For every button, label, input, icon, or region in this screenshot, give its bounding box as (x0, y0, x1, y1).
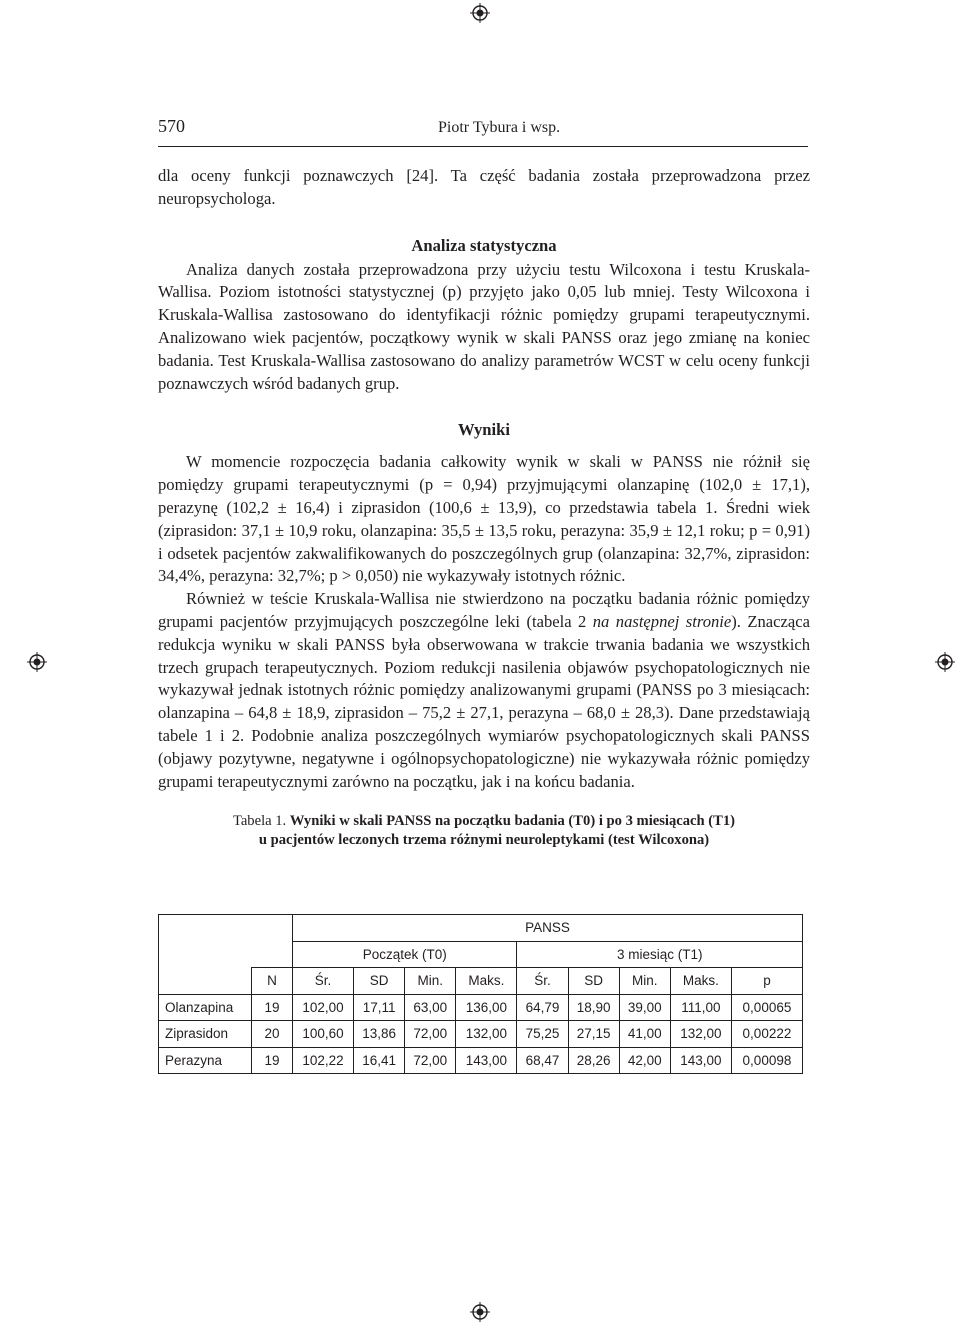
registration-mark-icon (470, 1302, 490, 1322)
period-t1-header: 3 miesiąc (T1) (517, 941, 803, 968)
column-header: p (731, 968, 802, 995)
column-header: Śr. (293, 968, 354, 995)
table-cell: 19 (252, 1047, 293, 1074)
column-header: Min. (405, 968, 456, 995)
table-cell: 18,90 (568, 994, 619, 1021)
table-cell: 132,00 (670, 1021, 731, 1048)
period-t0-header: Początek (T0) (293, 941, 517, 968)
table-row (159, 994, 803, 1021)
table-cell: 72,00 (405, 1047, 456, 1074)
table-cell: 17,11 (354, 994, 405, 1021)
table-cell: 41,00 (619, 1021, 670, 1048)
section-heading-statistics: Analiza statystyczna (411, 235, 557, 255)
table-cell: 132,00 (456, 1021, 517, 1048)
table-cell: 72,00 (405, 1021, 456, 1048)
table-cell: 28,26 (568, 1047, 619, 1074)
paragraph-statistics: Analiza danych została przeprowadzona przy użyciu testu Wilcoxona i testu Kruskala-Wallisa. Poziom istotności statystycznej (p) przyjęto jako 0,05 lub mniej. Testy Wilcoxona i Kruskala-Wallisa zastosowano do identyfikacji różnic pomiędzy grupami terapeutycznymi. Analizowano wiek pacjentów, początkowy wynik w skali PANSS oraz jego zmianę na koniec badania. Test Kruskala-Wallisa zastosowano do analizy parametrów WCST w celu oceny funkcji poznawczych wśród badanych grup. (158, 259, 810, 393)
page-number: 570 (158, 116, 185, 136)
table-cell: 42,00 (619, 1047, 670, 1074)
table-cell: 68,47 (517, 1047, 568, 1074)
table-cell: 102,22 (293, 1047, 354, 1074)
paragraph-results-1: W momencie rozpoczęcia badania całkowity wynik w skali w PANSS nie różnił się pomiędzy grupami terapeutycznymi (p = 0,94) przyjmującymi olanzapinę (102,0 ± 17,1), perazynę (102,2 ± 16,4) i ziprasidon (100,6 ± 13,9), co przedstawia tabela 1. Średni wiek (ziprasidon: 37,1 ± 10,9 roku, olanzapina: 35,5 ± 13,5 roku, perazyna: 35,9 ± 12,1 roku; p = 0,91) i odsetek pacjentów zakwalifikowanych do poszczególnych grup (olanzapina: 32,7%, ziprasidon: 34,4%, perazyna: 32,7%; p > 0,050) nie wykazywały istotnych różnic. (158, 452, 810, 586)
table-cell: 64,79 (517, 994, 568, 1021)
table-caption: Tabela 1. Wyniki w skali PANSS na początku badania (T0) i po 3 miesiącach (T1) u pacjentów leczonych trzema różnymi neuroleptykami (test Wilcoxona) (232, 813, 736, 849)
table-cell: 16,41 (354, 1047, 405, 1074)
table-cell: 20 (252, 1021, 293, 1048)
paragraph-intro: dla oceny funkcji poznawczych [24]. Ta część badania została przeprowadzona przez neuropsychologa. (158, 166, 810, 208)
row-label: Perazyna (159, 1047, 252, 1074)
article-body (158, 165, 810, 850)
table-cell: 0,00222 (731, 1021, 802, 1048)
table-header-row (159, 915, 803, 942)
registration-mark-icon (470, 3, 490, 23)
table-cell: 63,00 (405, 994, 456, 1021)
table-cell: 136,00 (456, 994, 517, 1021)
table-row (159, 1021, 803, 1048)
table-cell: 13,86 (354, 1021, 405, 1048)
column-header: Śr. (517, 968, 568, 995)
table-cell: 102,00 (293, 994, 354, 1021)
row-label: Ziprasidon (159, 1021, 252, 1048)
table-cell: 19 (252, 994, 293, 1021)
registration-mark-icon (935, 652, 955, 672)
column-header: Min. (619, 968, 670, 995)
column-header: Maks. (670, 968, 731, 995)
running-title: Piotr Tybura i wsp. (438, 119, 561, 136)
group-header: PANSS (293, 915, 803, 942)
table-header-row (159, 941, 803, 968)
table-cell: 27,15 (568, 1021, 619, 1048)
table-row (159, 1047, 803, 1074)
section-heading-results: Wyniki (458, 420, 510, 440)
table-cell: 0,00098 (731, 1047, 802, 1074)
column-header: Maks. (456, 968, 517, 995)
results-table (158, 914, 803, 1074)
table-cell: 75,25 (517, 1021, 568, 1048)
page-header (158, 112, 808, 147)
table-cell: 100,60 (293, 1021, 354, 1048)
column-header: N (252, 968, 293, 995)
table-cell: 0,00065 (731, 994, 802, 1021)
row-label: Olanzapina (159, 994, 252, 1021)
column-header: SD (354, 968, 405, 995)
registration-mark-icon (27, 652, 47, 672)
column-header: SD (568, 968, 619, 995)
table-cell: 143,00 (456, 1047, 517, 1074)
table-cell: 39,00 (619, 994, 670, 1021)
table-reference: na następnej stronie (592, 611, 732, 631)
table-header-row (159, 968, 803, 995)
paragraph-results-2: Również w teście Kruskala-Wallisa nie stwierdzono na początku badania różnic pomiędzy grupami pacjentów przyjmujących poszczególne leki (tabela 2 na następnej stronie). Znacząca redukcja wyniku w skali PANSS była obserwowana w trakcie trwania badania we wszystkich trzech grupach terapeutycznych. Poziom redukcji nasilenia objawów psychopatologicznych nie wykazywał jednak istotnych różnic pomiędzy analizowanymi grupami (PANSS po 3 miesiącach: olanzapina – 64,8 ± 18,9, ziprasidon – 75,2 ± 27,1, perazyna – 68,0 ± 28,3). Dane przedstawiają tabele 1 i 2. Podobnie analiza poszczególnych wymiarów psychopatologicznych skali PANSS (objawy pozytywne, negatywne i ogólnopsychopatologiczne) nie wykazywała różnic pomiędzy grupami terapeutycznymi zarówno na początku, jak i na końcu badania. (158, 589, 810, 791)
table-cell: 111,00 (670, 994, 731, 1021)
table-cell: 143,00 (670, 1047, 731, 1074)
